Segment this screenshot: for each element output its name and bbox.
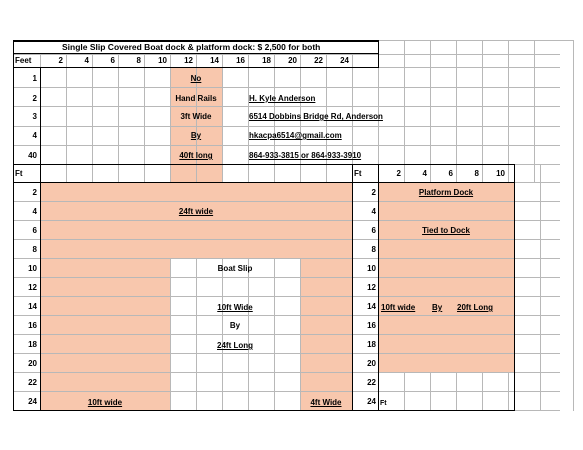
platform-row-label: 24 <box>367 397 376 406</box>
left-row-label: 20 <box>28 359 37 368</box>
gridline <box>222 54 223 182</box>
border-left-inner <box>40 67 41 411</box>
platform-tick: 10 <box>496 169 505 178</box>
right-arm-width: 4ft Wide <box>310 398 342 407</box>
top-tick: 8 <box>136 56 141 65</box>
note-40ft-long: 40ft long <box>179 151 213 160</box>
top-tick: 10 <box>158 56 167 65</box>
gridline <box>534 40 535 182</box>
gridline <box>13 201 560 202</box>
top-tick: 12 <box>184 56 193 65</box>
gridline <box>482 372 483 411</box>
platform-tick: 2 <box>396 169 401 178</box>
gridline <box>13 87 560 88</box>
note-hand-rails: Hand Rails <box>175 94 217 103</box>
boat-slip-title: Boat Slip <box>217 264 253 273</box>
gridline <box>508 372 509 411</box>
platform-row-label: 20 <box>367 359 376 368</box>
top-tick: 16 <box>236 56 245 65</box>
gridline <box>573 40 574 411</box>
platform-row-label: 4 <box>371 207 376 216</box>
border-title-right <box>378 40 379 68</box>
top-tick: 4 <box>84 56 89 65</box>
border-right <box>514 164 515 411</box>
top-tick: 22 <box>314 56 323 65</box>
platform-width: 10ft wide <box>381 303 416 312</box>
top-tick: 14 <box>210 56 219 65</box>
border-title-bottom <box>13 53 378 54</box>
slip-10ft-wide: 10ft Wide <box>217 303 253 312</box>
platform-by: By <box>432 303 443 312</box>
border-platform-inner <box>378 164 379 411</box>
platform-row-label: 16 <box>367 321 376 330</box>
gridline <box>430 40 431 182</box>
platform-row-label: 14 <box>367 302 376 311</box>
gridline <box>13 220 560 221</box>
left-arm-width: 10ft wide <box>87 398 123 407</box>
dock-width-label: 24ft wide <box>178 207 214 216</box>
platform-tick: 6 <box>448 169 453 178</box>
left-row-label: 14 <box>28 302 37 311</box>
platform-row-label: 22 <box>367 378 376 387</box>
gridline <box>430 372 431 411</box>
top-tick: 20 <box>288 56 297 65</box>
gridline <box>118 54 119 182</box>
platform-ft-label: Ft <box>354 169 362 178</box>
border-bottom <box>13 410 514 411</box>
gridline <box>300 259 301 411</box>
platform-length: 20ft Long <box>457 303 493 312</box>
gridline <box>378 40 573 41</box>
note-no: No <box>190 74 202 83</box>
platform-row-label: 12 <box>367 283 376 292</box>
contact-address: 6514 Dobbins Bridge Rd, Anderson <box>249 112 383 121</box>
left-row-label: 24 <box>28 397 37 406</box>
gridline <box>13 106 560 107</box>
gridline <box>13 145 560 146</box>
gridline <box>456 40 457 182</box>
left-row-label: 6 <box>32 226 37 235</box>
gridline <box>13 126 560 127</box>
platform-row-label: 8 <box>371 245 376 254</box>
note-by: By <box>190 131 202 140</box>
note-3ft-wide: 3ft Wide <box>180 112 212 121</box>
gridline <box>404 372 405 411</box>
border-mid-bottom <box>13 182 514 183</box>
top-row-label: 2 <box>32 94 37 103</box>
top-tick: 2 <box>58 56 63 65</box>
gridline <box>540 164 541 411</box>
top-tick: 24 <box>340 56 349 65</box>
platform-row-label: 18 <box>367 340 376 349</box>
platform-row-label: 10 <box>367 264 376 273</box>
gridline <box>66 54 67 182</box>
gridline <box>13 239 560 240</box>
lower-ft-label: Ft <box>15 169 23 178</box>
left-row-label: 12 <box>28 283 37 292</box>
gridline <box>404 40 405 182</box>
left-row-label: 8 <box>32 245 37 254</box>
top-row-label: 40 <box>28 151 37 160</box>
contact-phone: 864-933-3815 or 864-933-3910 <box>249 151 362 160</box>
left-row-label: 16 <box>28 321 37 330</box>
dock-left-arm-fill <box>40 259 170 411</box>
gridline <box>482 40 483 182</box>
platform-title: Platform Dock <box>418 188 474 197</box>
left-row-label: 10 <box>28 264 37 273</box>
dock-right-arm-fill <box>300 259 352 411</box>
gridline <box>144 54 145 182</box>
gridline <box>13 54 560 55</box>
platform-subtitle: Tied to Dock <box>422 226 470 235</box>
gridline <box>92 54 93 182</box>
slip-by: By <box>229 321 241 330</box>
contact-name: H. Kyle Anderson <box>249 94 316 103</box>
boat-slip-area <box>170 259 300 411</box>
left-row-label: 4 <box>32 207 37 216</box>
left-row-label: 2 <box>32 188 37 197</box>
gridline <box>508 40 509 182</box>
slip-24ft-long: 24ft Long <box>217 341 253 350</box>
gridline <box>456 372 457 411</box>
platform-tick: 4 <box>422 169 427 178</box>
sheet-title: Single Slip Covered Boat dock & platform dock: $ 2,500 for both <box>62 42 321 52</box>
border-mid-top <box>13 164 514 165</box>
platform-row-label: 6 <box>371 226 376 235</box>
border-header-bottom <box>13 67 378 68</box>
platform-row-label: 2 <box>371 188 376 197</box>
left-row-label: 22 <box>28 378 37 387</box>
platform-corner-ft: Ft <box>380 400 387 407</box>
contact-email[interactable]: hkacpa6514@gmail.com <box>249 131 342 140</box>
top-row-label: 3 <box>32 112 37 121</box>
left-row-label: 18 <box>28 340 37 349</box>
top-tick: 6 <box>110 56 115 65</box>
top-row-label: 4 <box>32 131 37 140</box>
platform-tick: 8 <box>474 169 479 178</box>
top-tick: 18 <box>262 56 271 65</box>
top-row-label: 1 <box>32 74 37 83</box>
feet-label: Feet <box>15 56 32 65</box>
